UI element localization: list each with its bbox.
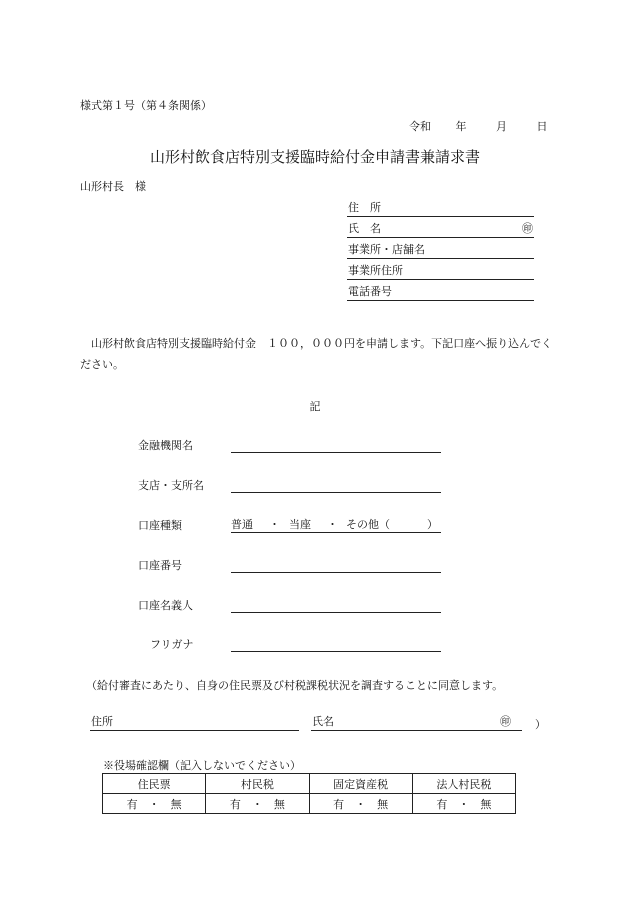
date-line: [409, 118, 548, 134]
office-use-note: ※役場確認欄（記入しないでください）: [103, 759, 301, 772]
table-row: [103, 794, 516, 814]
account-type-label: 口座種類: [138, 519, 182, 532]
account-type-options[interactable]: [231, 516, 441, 533]
consent-address-field[interactable]: [90, 714, 299, 731]
applicant-address-field[interactable]: [347, 196, 534, 217]
consent-statement: （給付審査にあたり、自身の住民票及び村税課税状況を調査することに同意します。: [86, 679, 504, 692]
account-type-checking[interactable]: 当座: [289, 518, 311, 531]
business-name-label: 事業所・店舗名: [348, 243, 425, 256]
separator: ・: [269, 518, 280, 531]
header-resident-record: 住民票: [103, 774, 206, 794]
business-address-label: 事業所住所: [348, 264, 403, 277]
date-month: 月: [496, 120, 507, 133]
institution-label: 金融機関名: [138, 439, 193, 452]
account-type-other-close: ）: [427, 518, 438, 531]
phone-label: 電話番号: [348, 285, 392, 298]
account-type-savings[interactable]: 普通: [231, 518, 253, 531]
ki-heading: 記: [309, 400, 321, 413]
account-holder-label: 口座名義人: [138, 599, 193, 612]
date-era: 令和: [409, 120, 431, 133]
applicant-block: [347, 196, 534, 301]
business-address-field[interactable]: [347, 259, 534, 280]
furigana-label: フリガナ: [150, 638, 194, 651]
cell-resident-record: 有 ・ 無: [103, 794, 206, 814]
consent-address-label: 住所: [91, 715, 113, 728]
table-row: [103, 774, 516, 794]
separator: ・: [327, 518, 338, 531]
header-village-tax: 村民税: [206, 774, 309, 794]
application-statement: 山形村飲食店特別支援臨時給付金 １００，０００円を申請します。下記口座へ振り込んでください。: [80, 337, 553, 371]
seal-mark: ㊞: [522, 222, 533, 235]
consent-close-paren: ）: [535, 718, 546, 731]
date-year: 年: [455, 120, 467, 133]
branch-label: 支店・支所名: [138, 479, 204, 492]
cell-property-tax: 有 ・ 無: [309, 794, 412, 814]
account-holder-field[interactable]: [231, 596, 441, 613]
cell-village-tax: 有 ・ 無: [206, 794, 309, 814]
business-name-field[interactable]: [347, 238, 534, 259]
addressee: 山形村長 様: [80, 180, 146, 193]
applicant-name-label: 氏 名: [348, 222, 381, 235]
applicant-address-label: 住 所: [348, 201, 381, 214]
account-number-field[interactable]: [231, 556, 441, 573]
form-number: 様式第１号（第４条関係）: [80, 99, 212, 112]
account-type-other[interactable]: その他（: [346, 518, 390, 531]
furigana-field[interactable]: [231, 635, 441, 652]
header-corporate-village-tax: 法人村民税: [412, 774, 515, 794]
consent-name-label: 氏名: [312, 715, 334, 728]
phone-field[interactable]: [347, 280, 534, 301]
consent-name-field[interactable]: [311, 714, 522, 731]
date-day: 日: [536, 120, 548, 133]
branch-field[interactable]: [231, 476, 441, 493]
institution-field[interactable]: [231, 436, 441, 453]
cell-corporate-village-tax: 有 ・ 無: [412, 794, 515, 814]
applicant-name-field[interactable]: [347, 217, 534, 238]
office-use-table: [102, 773, 516, 814]
account-number-label: 口座番号: [138, 559, 182, 572]
header-property-tax: 固定資産税: [309, 774, 412, 794]
document-title: 山形村飲食店特別支援臨時給付金申請書兼請求書: [149, 148, 480, 166]
seal-mark: ㊞: [500, 715, 511, 728]
